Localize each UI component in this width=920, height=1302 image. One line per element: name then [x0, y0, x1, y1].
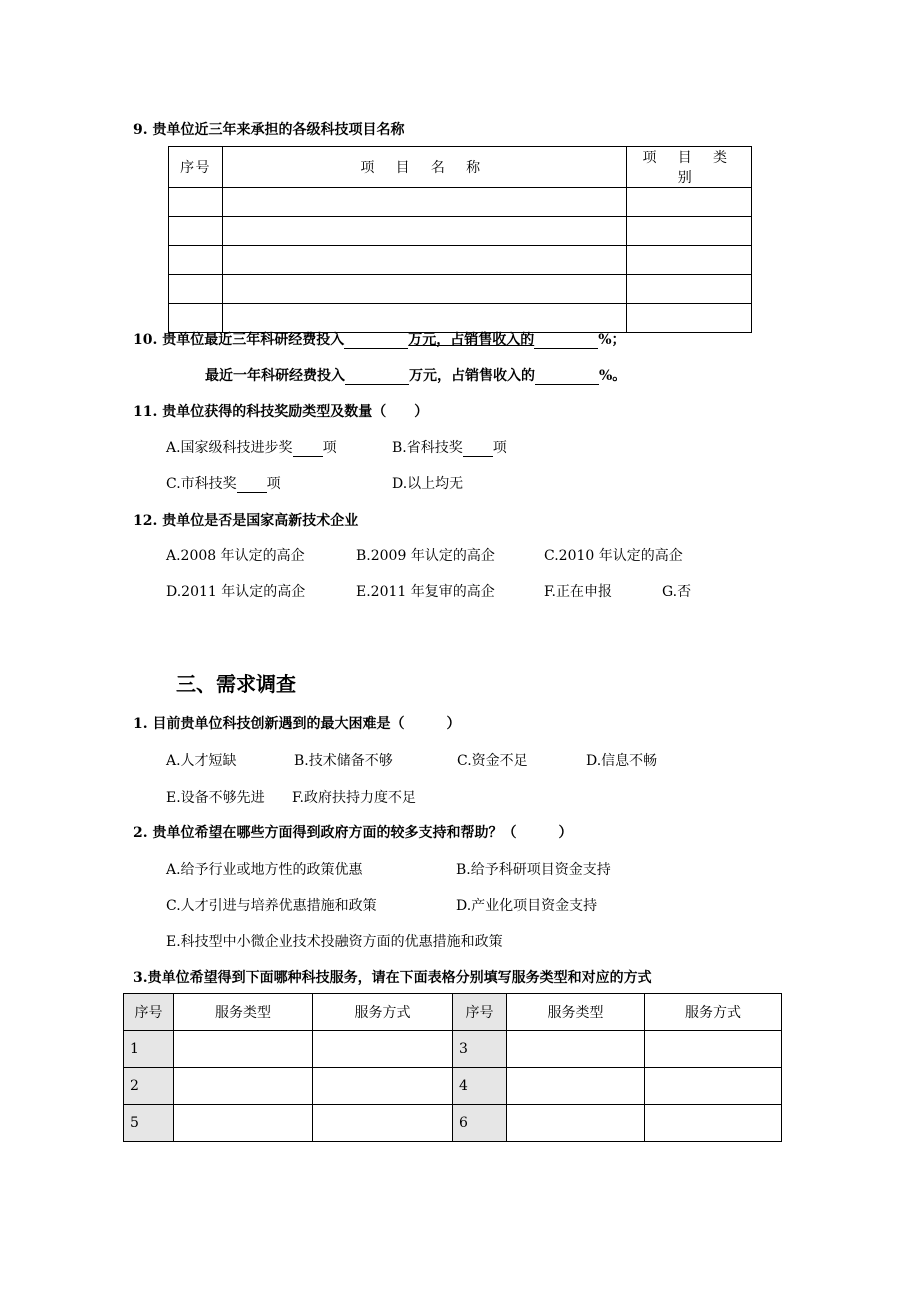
- national-award-count-blank[interactable]: [293, 440, 323, 457]
- q11-option-a[interactable]: [166, 437, 337, 457]
- header-seq-left: 序号: [124, 994, 174, 1031]
- d2-option-e[interactable]: E.科技型中小微企业技术投融资方面的优惠措施和政策: [166, 934, 503, 950]
- category-cell[interactable]: [627, 304, 752, 333]
- seq-cell-right: 6: [453, 1105, 507, 1142]
- q12-option-f[interactable]: F.正在申报: [544, 584, 612, 600]
- seq-cell-right: 3: [453, 1031, 507, 1068]
- q11-option-b-label: B.省科技奖: [392, 440, 463, 456]
- header-project-category: 项 目 类 别: [627, 147, 752, 188]
- table-row: [169, 217, 752, 246]
- q12-option-a[interactable]: A.2008 年认定的高企: [166, 548, 305, 564]
- table-row: [169, 188, 752, 217]
- header-seq-right: 序号: [453, 994, 507, 1031]
- city-award-count-blank[interactable]: [237, 476, 267, 493]
- q9-table: [168, 146, 752, 333]
- seq-cell-left: 1: [124, 1031, 174, 1068]
- category-cell[interactable]: [627, 217, 752, 246]
- category-cell[interactable]: [627, 275, 752, 304]
- d1-option-b[interactable]: B.技术储备不够: [294, 753, 393, 769]
- service-method-cell[interactable]: [313, 1031, 453, 1068]
- d1-option-d[interactable]: D.信息不畅: [586, 753, 658, 769]
- table-row: [169, 246, 752, 275]
- name-cell[interactable]: [223, 217, 627, 246]
- section-title: 三、需求调查: [176, 672, 296, 696]
- name-cell[interactable]: [223, 188, 627, 217]
- q11-option-b-unit: 项: [492, 440, 507, 456]
- q11-option-a-unit: 项: [322, 440, 337, 456]
- q12-option-c[interactable]: C.2010 年认定的高企: [544, 548, 683, 564]
- name-cell[interactable]: [223, 246, 627, 275]
- d1-title: 1. 目前贵单位科技创新遇到的最大困难是（ ）: [133, 716, 461, 732]
- table-row: [169, 275, 752, 304]
- q12-title: 12. 贵单位是否是国家高新技术企业: [133, 513, 359, 529]
- table-row: [124, 1068, 782, 1105]
- q11-option-d[interactable]: D.以上均无: [392, 476, 464, 492]
- table-row: [124, 1105, 782, 1142]
- q10-line2: [205, 365, 626, 385]
- q10-line2-unit: 万元，占销售收入的: [409, 368, 535, 384]
- q11-option-c-label: C.市科技奖: [166, 476, 237, 492]
- seq-cell-left: 2: [124, 1068, 174, 1105]
- seq-cell-left: 5: [124, 1105, 174, 1142]
- service-type-cell[interactable]: [174, 1031, 313, 1068]
- service-type-cell[interactable]: [507, 1031, 645, 1068]
- d3-table: [123, 993, 782, 1142]
- research-funding-3yr-blank[interactable]: [344, 332, 408, 349]
- header-service-method-right: 服务方式: [645, 994, 782, 1031]
- seq-cell[interactable]: [169, 275, 223, 304]
- d1-option-f[interactable]: F.政府扶持力度不足: [292, 790, 416, 806]
- d3-title: 3.贵单位希望得到下面哪种科技服务，请在下面表格分别填写服务类型和对应的方式: [133, 970, 652, 986]
- category-cell[interactable]: [627, 188, 752, 217]
- d2-option-a[interactable]: A.给予行业或地方性的政策优惠: [166, 862, 363, 878]
- service-method-cell[interactable]: [645, 1068, 782, 1105]
- service-method-cell[interactable]: [645, 1105, 782, 1142]
- q11-option-a-label: A.国家级科技进步奖: [166, 440, 293, 456]
- q12-option-e[interactable]: E.2011 年复审的高企: [356, 584, 495, 600]
- service-type-cell[interactable]: [174, 1105, 313, 1142]
- d2-title: 2. 贵单位希望在哪些方面得到政府方面的较多支持和帮助？（ ）: [133, 825, 573, 841]
- service-method-cell[interactable]: [645, 1031, 782, 1068]
- d2-option-d[interactable]: D.产业化项目资金支持: [456, 898, 598, 914]
- q11-title: 11. 贵单位获得的科技奖励类型及数量（ ）: [133, 404, 429, 420]
- q10-line2-label: 最近一年科研经费投入: [205, 368, 345, 384]
- q11-option-c-unit: 项: [266, 476, 281, 492]
- seq-cell-right: 4: [453, 1068, 507, 1105]
- sales-ratio-1yr-blank[interactable]: [535, 368, 599, 385]
- table-row: [124, 1031, 782, 1068]
- header-service-method-left: 服务方式: [313, 994, 453, 1031]
- service-type-cell[interactable]: [174, 1068, 313, 1105]
- q10-line2-pct: %。: [599, 368, 627, 384]
- d1-option-c[interactable]: C.资金不足: [457, 753, 528, 769]
- d2-option-b[interactable]: B.给予科研项目资金支持: [456, 862, 611, 878]
- q9-title: 9. 贵单位近三年来承担的各级科技项目名称: [133, 122, 405, 138]
- q10-line1: [133, 329, 626, 349]
- q11-option-c[interactable]: [166, 473, 281, 493]
- service-type-cell[interactable]: [507, 1068, 645, 1105]
- provincial-award-count-blank[interactable]: [463, 440, 493, 457]
- seq-cell[interactable]: [169, 188, 223, 217]
- q11-option-b[interactable]: [392, 437, 507, 457]
- category-cell[interactable]: [627, 246, 752, 275]
- name-cell[interactable]: [223, 275, 627, 304]
- q12-option-b[interactable]: B.2009 年认定的高企: [356, 548, 495, 564]
- q12-option-g[interactable]: G.否: [662, 584, 692, 600]
- table-header-row: [169, 147, 752, 188]
- q10-line1-label: 10. 贵单位最近三年科研经费投入: [133, 332, 345, 348]
- sales-ratio-3yr-blank[interactable]: [534, 332, 598, 349]
- seq-cell[interactable]: [169, 217, 223, 246]
- header-seq: 序号: [169, 147, 223, 188]
- d1-option-e[interactable]: E.设备不够先进: [166, 790, 265, 806]
- table-header-row: [124, 994, 782, 1031]
- d2-option-c[interactable]: C.人才引进与培养优惠措施和政策: [166, 898, 377, 914]
- header-service-type-left: 服务类型: [174, 994, 313, 1031]
- q10-line1-pct: %；: [598, 332, 626, 348]
- service-method-cell[interactable]: [313, 1105, 453, 1142]
- research-funding-1yr-blank[interactable]: [345, 368, 409, 385]
- seq-cell[interactable]: [169, 246, 223, 275]
- q10-line1-unit: 万元，占销售收入的: [408, 332, 535, 348]
- header-project-name: 项 目 名 称: [223, 147, 627, 188]
- service-method-cell[interactable]: [313, 1068, 453, 1105]
- header-service-type-right: 服务类型: [507, 994, 645, 1031]
- service-type-cell[interactable]: [507, 1105, 645, 1142]
- d1-option-a[interactable]: A.人才短缺: [166, 753, 237, 769]
- q12-option-d[interactable]: D.2011 年认定的高企: [166, 584, 306, 600]
